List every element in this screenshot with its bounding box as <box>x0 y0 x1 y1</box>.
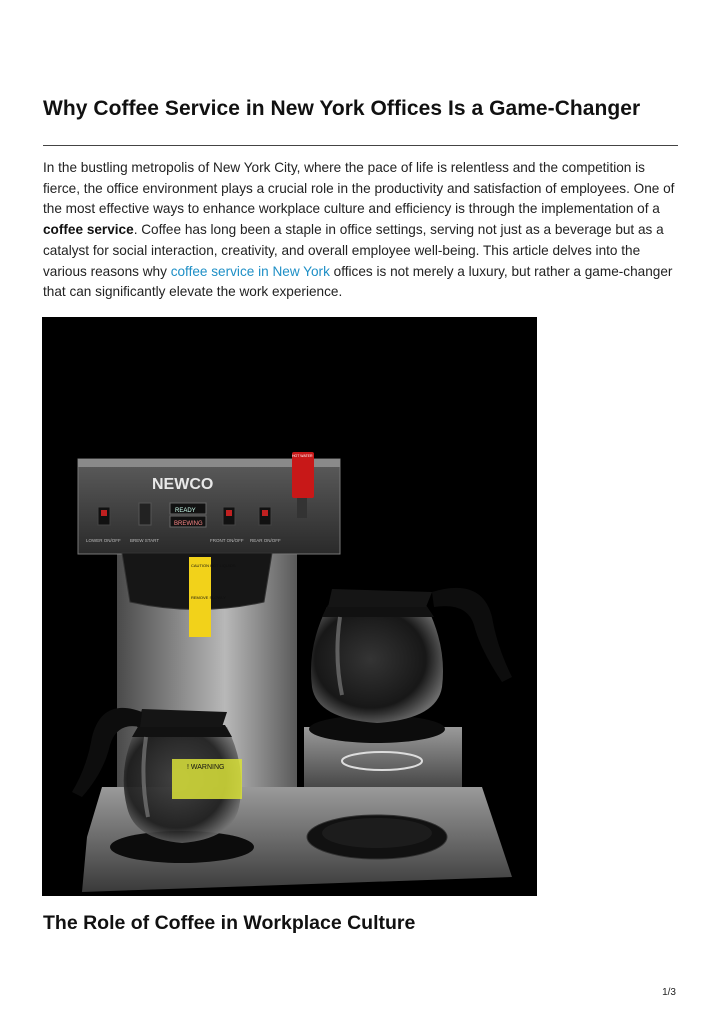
title-divider <box>43 145 678 146</box>
intro-text-1: In the bustling metropolis of New York City, where the pace of life is relentless and the competition is fierce, the office environment plays a crucial role in the productivity and satisfaction of employees. One of the most effective ways to enhance workplace culture and efficiency is through the implementation of a <box>43 160 675 217</box>
hot-water-faucet <box>292 452 314 498</box>
rear-carafe <box>309 588 512 743</box>
svg-text:REMOVE SLOWLY: REMOVE SLOWLY <box>191 595 226 600</box>
svg-text:REAR ON/OFF: REAR ON/OFF <box>250 538 281 543</box>
svg-text:BREWING: BREWING <box>174 521 203 527</box>
newco-logo: NEWCO <box>152 476 214 493</box>
intro-paragraph <box>43 158 679 303</box>
svg-text:FRONT ON/OFF: FRONT ON/OFF <box>210 538 244 543</box>
page-number: 1/3 <box>662 987 676 998</box>
intro-text-2: . Coffee has long been a staple in office settings, serving not just as a beverage but as a catalyst for social interaction, creativity, and overall employee well-being. This article delves into the various reasons why <box>43 222 664 279</box>
svg-text:HOT WATER: HOT WATER <box>292 454 313 458</box>
coffee-brewer-photo <box>42 317 537 896</box>
coffee-service-link[interactable]: coffee service in New York <box>170 263 330 279</box>
svg-text:BREW START: BREW START <box>130 538 160 543</box>
page-title: Why Coffee Service in New York Offices Is a Game-Changer <box>43 97 641 120</box>
svg-text:READY: READY <box>175 508 196 514</box>
svg-text:CAUTION HOT LIQUIDS: CAUTION HOT LIQUIDS <box>191 563 236 568</box>
svg-text:! WARNING: ! WARNING <box>187 764 225 771</box>
intro-bold-term: coffee service <box>43 222 134 238</box>
intro-text-3: offices is not merely a luxury, but rather a game-changer that can significantly elevate the work experience. <box>43 263 673 300</box>
svg-text:LOWER ON/OFF: LOWER ON/OFF <box>86 538 121 543</box>
coffee-brewer-illustration <box>42 317 537 896</box>
section-heading: The Role of Coffee in Workplace Culture <box>43 912 416 934</box>
